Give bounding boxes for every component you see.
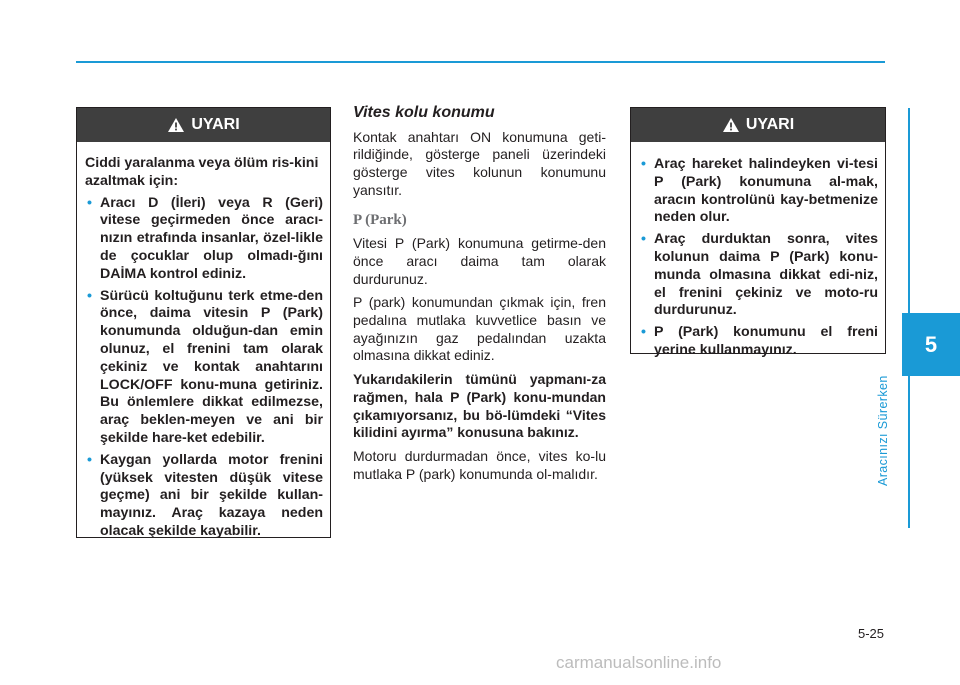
warning-item: • Kaygan yollarda motor frenini (yüksek vitesten düşük vitese geçme) ani bir şekilde kullan-mayınız. Araç kazaya neden olacak şekilde kayabilir.	[85, 452, 323, 541]
warning-body	[77, 142, 330, 549]
warning-header-label: UYARI	[745, 116, 795, 133]
warning-triangle-icon	[722, 117, 740, 133]
page-number: 5-25	[857, 626, 884, 641]
chapter-number: 5	[924, 331, 938, 357]
subheading: P (Park)	[353, 211, 407, 228]
left-warning-box	[76, 107, 331, 538]
right-warning-box	[630, 107, 886, 358]
warning-header	[77, 108, 330, 142]
warning-header	[631, 108, 885, 142]
warning-list	[639, 156, 878, 360]
chapter-title: Aracınızı Sürerken	[876, 375, 890, 486]
watermark: carmanualsonline.info	[556, 653, 722, 672]
section-title: Vites kolu konumu	[353, 104, 495, 121]
intro-paragraph: Kontak anahtarı ON konumuna geti-rildiğinde, gösterge paneli üzerindeki gösterge vites kolunun konumunu yansıtır.	[353, 128, 606, 198]
paragraph: Motoru durdurmadan önce, vites ko-lu mutlaka P (park) konumunda ol-malıdır.	[353, 447, 606, 482]
warning-item: • Aracı D (İleri) veya R (Geri) vitese geçirmeden önce aracı-nızın etrafında insanlar, özel-likle de çocuklar olup olmadı-ğını DAİMA kontrol ediniz.	[85, 195, 323, 284]
warning-intro: Ciddi yaralanma veya ölüm ris-kini azaltmak için:	[85, 155, 319, 189]
paragraph: P (park) konumundan çıkmak için, fren pedalına mutlaka kuvvetlice basın ve ayağınızın gaz pedalından uzakta olmasına dikkat ediniz.	[353, 294, 606, 364]
warning-item: • Sürücü koltuğunu terk etme-den önce, daima vitesin P (Park) konumunda olduğun-dan emin olunuz, el frenini tam olarak çekiniz ve kontak anahtarını LOCK/OFF konu-muna getiriniz. Bu önlemlere dikkat edilmezse, araç beklen-meyen ve ani bir şekilde hare-ket edebilir.	[85, 288, 323, 448]
warning-item: • P (Park) konumunu el freni yerine kullanmayınız.	[639, 324, 878, 360]
warning-item: • Araç durduktan sonra, vites kolunun daima P (Park) konu-munda olmasına dikkat edi-niz, el frenini çekiniz ve moto-ru durdurunuz.	[639, 231, 878, 320]
warning-list	[85, 195, 323, 541]
warning-header-label: UYARI	[191, 116, 240, 133]
bold-paragraph: Yukarıdakilerin tümünü yapmanı-za rağmen, hala P (Park) konu-mundan çıkamıyorsanız, bu bö-lümdeki “Vites kilidini ayırma” konusuna bakınız.	[353, 371, 606, 441]
warning-item: • Araç hareket halindeyken vi-tesi P (Park) konumuna al-mak, aracın kontrolünü kay-betmenize neden olur.	[639, 156, 878, 227]
warning-triangle-icon	[167, 117, 185, 133]
chapter-tab	[902, 313, 960, 376]
middle-column	[353, 104, 606, 489]
warning-body	[631, 142, 885, 368]
paragraph: Vitesi P (Park) konumuna getirme-den önce aracı daima tam olarak durdurunuz.	[353, 235, 606, 287]
top-rule	[76, 61, 885, 63]
